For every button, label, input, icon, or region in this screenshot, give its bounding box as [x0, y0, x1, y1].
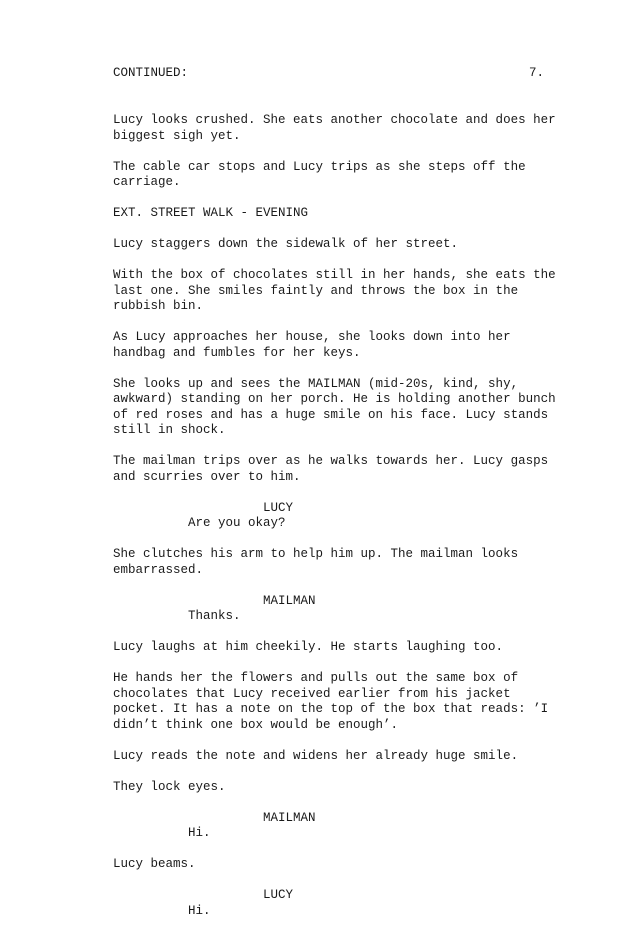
action-line: As Lucy approaches her house, she looks down into her handbag and fumbles for her keys. [113, 330, 511, 360]
scene-heading: EXT. STREET WALK - EVENING [113, 206, 309, 220]
action-line: He hands her the flowers and pulls out the same box of chocolates that Lucy received earlier from his jacket pocket. It has a note on the top of the box that reads: ’I didn’t think one box would be enough’. [113, 671, 549, 732]
action-line: She clutches his arm to help him up. The mailman looks embarrassed. [113, 547, 519, 577]
character-name: LUCY [263, 888, 294, 902]
action-line: They lock eyes. [113, 779, 226, 794]
dialogue-line: Are you okay? [188, 516, 286, 530]
character-name: LUCY [263, 500, 294, 515]
action-line: The mailman trips over as he walks towards her. Lucy gasps and scurries over to him. [113, 454, 549, 484]
action-line: Lucy beams. [113, 857, 196, 871]
dialogue-line: Hi. [188, 903, 211, 918]
action-line: She looks up and sees the MAILMAN (mid-20s, kind, shy, awkward) standing on her porch. He is holding another bunch of red roses and has a huge smile on his face. Lucy stands still in shock. [113, 376, 556, 437]
action-line: Lucy reads the note and widens her already huge smile. [113, 748, 519, 763]
action-line: Lucy laughs at him cheekily. He starts laughing too. [113, 640, 504, 654]
character-name: MAILMAN [263, 593, 316, 608]
script-body [113, 113, 563, 935]
page-number: 7. [529, 66, 545, 80]
dialogue-line: Thanks. [188, 609, 241, 623]
action-line: Lucy staggers down the sidewalk of her street. [113, 237, 459, 251]
dialogue-line: Hi. [188, 826, 211, 840]
action-line: Lucy looks crushed. She eats another chocolate and does her biggest sigh yet. [113, 113, 556, 143]
continued-label: CONTINUED: [113, 66, 189, 80]
character-name: MAILMAN [263, 810, 316, 825]
action-line: The cable car stops and Lucy trips as she steps off the carriage. [113, 159, 526, 189]
action-line: With the box of chocolates still in her hands, she eats the last one. She smiles faintly and throws the box in the rubbish bin. [113, 268, 556, 313]
